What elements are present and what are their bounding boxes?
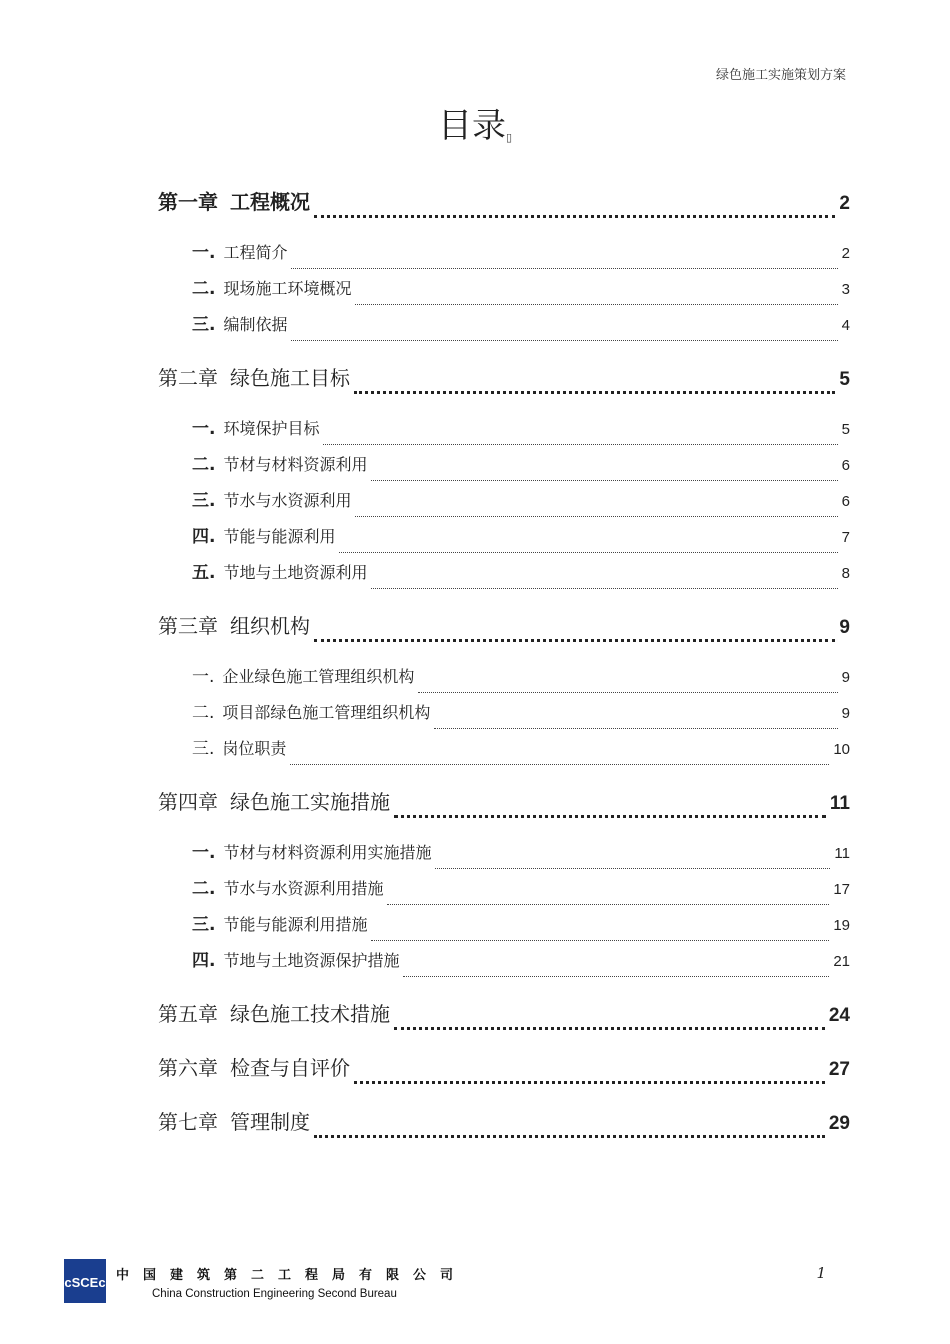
chapter-page: 5 — [839, 369, 850, 390]
section-page: 21 — [833, 953, 850, 970]
chapter-number: 第五章 — [158, 1002, 218, 1026]
toc-title — [0, 98, 950, 147]
section-title: 节能与能源利用 — [223, 527, 336, 546]
section-page: 11 — [834, 845, 850, 862]
leader-dots — [371, 480, 837, 481]
leader-dots — [314, 639, 835, 642]
leader-dots — [355, 304, 837, 305]
leader-dots — [314, 215, 835, 218]
section-number: 三. — [192, 491, 216, 511]
logo-text: cSCEc — [64, 1275, 106, 1290]
leader-dots — [394, 1027, 825, 1030]
table-of-contents — [158, 186, 850, 1144]
section-page: 5 — [841, 421, 850, 438]
leader-dots — [291, 340, 837, 341]
toc-section-row[interactable] — [158, 486, 850, 522]
section-page: 6 — [841, 493, 850, 510]
section-number: 三. — [192, 739, 215, 759]
toc-chapter-row[interactable] — [158, 610, 850, 648]
section-title: 企业绿色施工管理组织机构 — [222, 667, 415, 686]
section-page: 2 — [841, 245, 850, 262]
toc-section-row[interactable] — [158, 522, 850, 558]
section-number: 三. — [192, 915, 216, 935]
chapter-page: 9 — [839, 617, 850, 638]
section-title: 编制依据 — [223, 315, 288, 334]
chapter-number: 第七章 — [158, 1110, 218, 1134]
section-number: 一. — [192, 419, 216, 439]
toc-title-mark: ▯ — [505, 131, 513, 144]
toc-chapter-row[interactable] — [158, 186, 850, 224]
toc-section-row[interactable] — [158, 414, 850, 450]
chapter-number: 第二章 — [158, 366, 218, 390]
toc-section-row[interactable] — [158, 310, 850, 346]
section-number: 五. — [192, 563, 216, 583]
section-page: 3 — [841, 281, 850, 298]
toc-title-text: 目录 — [437, 106, 506, 146]
footer-company-en: China Construction Engineering Second Bureau — [152, 1288, 397, 1300]
toc-section-row[interactable] — [158, 734, 850, 770]
toc-section-row[interactable] — [158, 910, 850, 946]
toc-section-row[interactable] — [158, 946, 850, 982]
chapter-title: 检查与自评价 — [230, 1056, 350, 1080]
chapter-number: 第三章 — [158, 614, 218, 638]
section-number: 二. — [192, 455, 216, 475]
leader-dots — [314, 1135, 825, 1138]
toc-section-row[interactable] — [158, 698, 850, 734]
section-page: 4 — [841, 317, 850, 334]
chapter-page: 29 — [828, 1113, 850, 1134]
section-title: 环境保护目标 — [223, 419, 320, 438]
chapter-title: 绿色施工目标 — [230, 366, 350, 390]
toc-section-row[interactable] — [158, 238, 850, 274]
chapter-page: 11 — [829, 793, 850, 814]
section-page: 10 — [833, 741, 850, 758]
section-title: 节地与土地资源利用 — [223, 563, 368, 582]
toc-section-row[interactable] — [158, 662, 850, 698]
leader-dots — [355, 516, 837, 517]
section-title: 现场施工环境概况 — [223, 279, 352, 298]
toc-chapter-row[interactable] — [158, 1052, 850, 1090]
toc-section-row[interactable] — [158, 838, 850, 874]
section-title: 项目部绿色施工管理组织机构 — [222, 703, 431, 722]
section-title: 节水与水资源利用 — [223, 491, 352, 510]
chapter-page: 27 — [828, 1059, 850, 1080]
leader-dots — [354, 1081, 825, 1084]
leader-dots — [387, 904, 829, 905]
section-number: 一. — [192, 843, 216, 863]
leader-dots — [403, 976, 829, 977]
leader-dots — [434, 728, 837, 729]
leader-dots — [339, 552, 837, 553]
section-number: 一. — [192, 243, 216, 263]
section-title: 节材与材料资源利用实施措施 — [223, 843, 432, 862]
toc-chapter-row[interactable] — [158, 362, 850, 400]
leader-dots — [323, 444, 837, 445]
section-title: 工程简介 — [223, 243, 288, 262]
leader-dots — [418, 692, 837, 693]
document-header-title: 绿色施工实施策划方案 — [715, 68, 846, 83]
section-title: 节地与土地资源保护措施 — [223, 951, 400, 970]
chapter-number: 第一章 — [158, 190, 218, 214]
section-page: 9 — [841, 669, 850, 686]
chapter-page: 2 — [839, 193, 850, 214]
chapter-number: 第四章 — [158, 790, 218, 814]
section-page: 7 — [841, 529, 850, 546]
section-page: 17 — [833, 881, 850, 898]
section-number: 四. — [192, 951, 216, 971]
chapter-title: 管理制度 — [230, 1110, 310, 1134]
toc-section-row[interactable] — [158, 274, 850, 310]
section-number: 二. — [192, 879, 216, 899]
leader-dots — [354, 391, 835, 394]
section-number: 三. — [192, 315, 216, 335]
footer-company-cn: 中国建筑第二工程局有限公司 — [116, 1268, 468, 1283]
section-page: 19 — [833, 917, 850, 934]
leader-dots — [394, 815, 826, 818]
section-page: 8 — [841, 565, 850, 582]
section-number: 二. — [192, 703, 215, 723]
toc-chapter-row[interactable] — [158, 1106, 850, 1144]
chapter-page: 24 — [828, 1005, 850, 1026]
section-page: 6 — [841, 457, 850, 474]
page-number: 1 — [816, 1264, 826, 1282]
section-number: 一. — [192, 667, 215, 687]
chapter-title: 绿色施工技术措施 — [230, 1002, 390, 1026]
section-title: 岗位职责 — [222, 739, 287, 758]
toc-section-row[interactable] — [158, 874, 850, 910]
leader-dots — [371, 588, 837, 589]
chapter-number: 第六章 — [158, 1056, 218, 1080]
chapter-title: 绿色施工实施措施 — [230, 790, 390, 814]
leader-dots — [371, 940, 829, 941]
section-number: 二. — [192, 279, 216, 299]
toc-section-row[interactable] — [158, 450, 850, 486]
chapter-title: 工程概况 — [230, 190, 310, 214]
leader-dots — [435, 868, 830, 869]
section-title: 节水与水资源利用措施 — [223, 879, 384, 898]
chapter-title: 组织机构 — [230, 614, 310, 638]
toc-section-row[interactable] — [158, 558, 850, 594]
section-title: 节能与能源利用措施 — [223, 915, 368, 934]
section-page: 9 — [841, 705, 850, 722]
leader-dots — [290, 764, 829, 765]
section-number: 四. — [192, 527, 216, 547]
leader-dots — [291, 268, 837, 269]
toc-chapter-row[interactable] — [158, 998, 850, 1036]
section-title: 节材与材料资源利用 — [223, 455, 368, 474]
company-logo-icon — [64, 1259, 106, 1303]
toc-chapter-row[interactable] — [158, 786, 850, 824]
